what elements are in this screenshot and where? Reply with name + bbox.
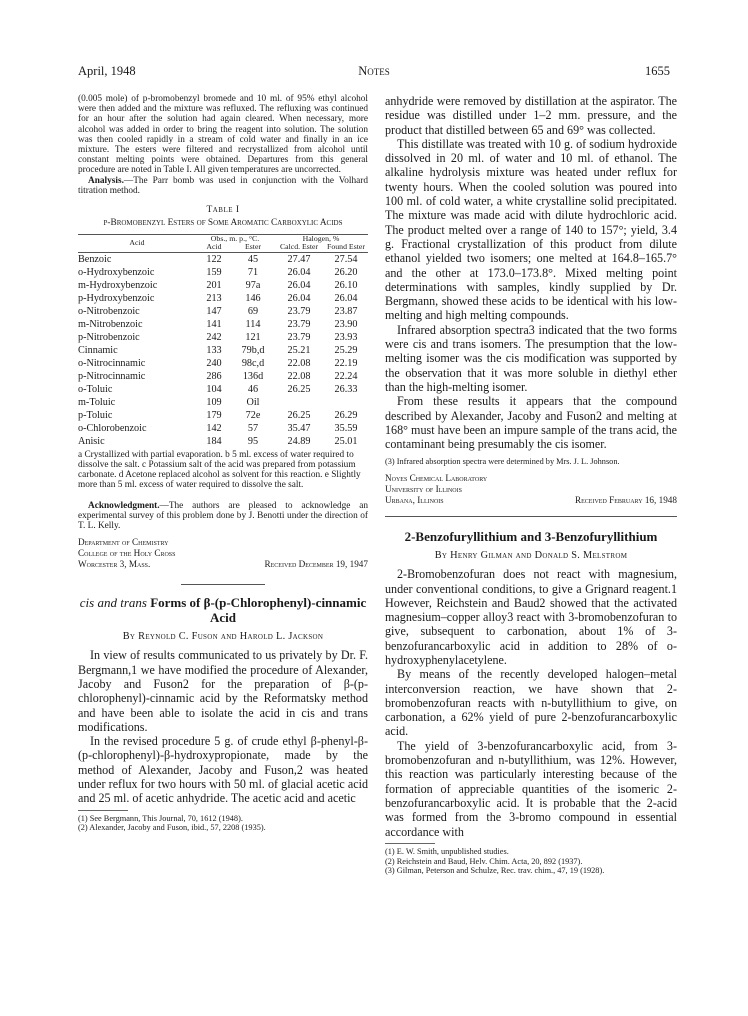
found-halogen-cell: 23.87 (334, 305, 358, 317)
left-column (78, 94, 368, 833)
experimental-text: (0.005 mole) of p-bromobenzyl bromede and 10 ml. of 95% ethyl alcohol were then added and the mixture was refluxed. The refluxing was continued for an hour after the solution had again cleared. When necessary, more alcohol was added in order to bring the reagent into solution. The solution was then cooled rapidly in a stream of cold water and finally in an ice mixture. The esters were filtered and recrystallized from alcohol until constant melting points were obtained. Departures from this general procedure are noted in Table I. All given temperatures are uncorrected. (78, 94, 368, 176)
ester-mp-cell: 95 (247, 435, 259, 447)
body-paragraph: By means of the recently developed halogen–metal interconversion reaction, we have shown that 2-bromobenzofuran reacts with n-butyllithium to give, on carbonation, a 62% yield of pure 2-benzofurancarboxylic acid. (385, 667, 677, 739)
article-byline: By Henry Gilman and Donald S. Melstrom (434, 550, 628, 562)
table-title: p-Bromobenzyl Esters of Some Aromatic Carboxylic Acids (103, 218, 343, 229)
calcd-halogen-cell: 26.25 (287, 383, 311, 395)
footnote: (3) Gilman, Peterson and Schulze, Rec. trav. chim., 47, 19 (1928). (385, 866, 605, 876)
table-row (78, 370, 368, 383)
acid-name-cell: m-Toluic (78, 396, 116, 408)
calcd-halogen-cell: 22.08 (287, 370, 311, 382)
subheader-ester: Ester (244, 242, 262, 252)
footnote: (1) E. W. Smith, unpublished studies. (385, 846, 509, 856)
body-paragraph: This distillate was treated with 10 g. of sodium hydroxide dissolved in 20 ml. of water and 10 ml. of ethanol. The alkaline hydrolysis mixture was heated under reflux for twenty hours. When the cooled solution was poured into 100 ml. of cold water, a white crystalline solid precipitated. The mixture was made acid with dilute hydrochloric acid. The product melted over a range of 140 to 157°; yield, 3.4 g. Fractional crystallization of this product from dilute ethanol yielded two isomers; one melted at 164.8–165.7° and the other at 173.0–173.8°. Mixed melting point determinations with samples, kindly supplied by Dr. Bergmann, showed these acids to be identical with his low-melting and high melting compounds. (385, 136, 677, 323)
ester-mp-cell: 46 (247, 383, 259, 395)
table-body (78, 252, 368, 448)
found-halogen-cell: 26.20 (334, 266, 358, 278)
acid-name-cell: Benzoic (78, 253, 112, 265)
calcd-halogen-cell: 24.89 (287, 435, 311, 447)
acid-name-cell: p-Nitrocinnamic (78, 370, 146, 382)
ester-mp-cell: 57 (247, 422, 259, 434)
footnote: (3) Infrared absorption spectra were determined by Mrs. J. L. Johnson. (385, 457, 620, 467)
table-row (78, 279, 368, 292)
ack-text: —The authors are pleased to acknowledge an experimental survey of this problem done by J. Benotti under the direction of T. L. Kelly. (78, 500, 368, 532)
found-halogen-cell: 23.93 (334, 331, 358, 343)
body-paragraph: anhydride were removed by distillation at the aspirator. The residue was distilled under 1–2 mm. pressure, and the product that distilled between 65 and 69° was collected. (385, 94, 677, 137)
table-row (78, 409, 368, 422)
column-header-halogen: Halogen, % (302, 233, 340, 243)
found-halogen-cell: 26.29 (334, 409, 358, 421)
calcd-halogen-cell: 26.04 (287, 292, 311, 304)
body-paragraph: 2-Bromobenzofuran does not react with magnesium, under conventional conditions, to give a Grignard reagent.1 However, Reichstein and Baud2 showed that the activated magnesium–copper alloy3 react with 3-bromobenzofuran to give, subsequent to carbonation, about 1% of 3-benzofurancarboxylic acid in addition to 28% of o-hydroxyphenylacetylene. (385, 567, 677, 667)
table-row (78, 292, 368, 305)
ester-mp-cell: 98c,d (241, 357, 265, 369)
table-row (78, 383, 368, 396)
body-paragraph: In the revised procedure 5 g. of crude ethyl β-phenyl-β-(p-chlorophenyl)-β-hydroxypropionate, made by the method of Alexander, Jacoby and Fuson,2 was heated under reflux for two hours with 50 ml. of glacial acetic acid and 25 ml. of acetic anhydride. The acetic acid and acetic (78, 734, 368, 806)
table-row (78, 344, 368, 357)
subheader-found: Found Ester (327, 242, 365, 252)
found-halogen-cell: 23.90 (334, 318, 358, 330)
acid-name-cell: Cinnamic (78, 344, 118, 356)
acid-mp-cell: 104 (206, 383, 222, 395)
ester-mp-cell: Oil (246, 396, 260, 408)
article-body-continued (385, 94, 677, 451)
acid-name-cell: m-Hydroxybenzoic (78, 279, 158, 291)
ester-mp-cell: 71 (247, 266, 259, 278)
article-title: cis and trans Forms of β-(p-Chlorophenyl)-cinnamic Acid (79, 595, 367, 626)
address-block-2 (385, 473, 677, 506)
header-date: April, 1948 (78, 64, 136, 78)
found-halogen-cell: 27.54 (334, 253, 358, 265)
address-line: University of Illinois (385, 484, 462, 495)
acknowledgment (78, 501, 368, 532)
found-halogen-cell: 22.24 (334, 370, 358, 382)
calcd-halogen-cell: 35.47 (287, 422, 311, 434)
right-column (385, 94, 677, 876)
received-date: Received February 16, 1948 (575, 495, 677, 506)
subheader-acid: Acid (206, 242, 222, 252)
column-header-acid: Acid (129, 237, 145, 247)
found-halogen-cell: 22.19 (334, 357, 358, 369)
found-halogen-cell: 25.29 (334, 344, 358, 356)
acid-mp-cell: 213 (206, 292, 222, 304)
calcd-halogen-cell: 22.08 (287, 357, 311, 369)
analysis-head: Analysis. (88, 175, 124, 186)
acid-mp-cell: 242 (206, 331, 222, 343)
calcd-halogen-cell: 23.79 (287, 305, 311, 317)
received-date: Received December 19, 1947 (264, 559, 368, 570)
acid-name-cell: p-Toluic (78, 409, 113, 421)
header-section: Notes (358, 64, 390, 78)
article-byline: By Reynold C. Fuson and Harold L. Jackson (122, 631, 324, 643)
acid-mp-cell: 122 (206, 253, 222, 265)
acid-mp-cell: 286 (206, 370, 222, 382)
ester-mp-cell: 69 (247, 305, 259, 317)
acid-name-cell: p-Hydroxybenzoic (78, 292, 155, 304)
table-row (78, 318, 368, 331)
footnote-rule (78, 810, 128, 811)
ester-mp-cell: 146 (245, 292, 261, 304)
ack-head: Acknowledgment. (88, 500, 160, 511)
article-body (385, 567, 677, 839)
acid-name-cell: p-Nitrobenzoic (78, 331, 140, 343)
footnote-rule (385, 843, 435, 844)
ester-mp-cell: 114 (245, 318, 261, 330)
calcd-halogen-cell: 23.79 (287, 318, 311, 330)
acid-mp-cell: 142 (206, 422, 222, 434)
ester-mp-cell: 45 (247, 253, 259, 265)
body-paragraph: Infrared absorption spectra3 indicated that the two forms were cis and trans isomers. The presumption that the low-melting isomer was the cis modification was supported by the observation that it was more soluble in diethyl ether than the high-melting isomer. (385, 322, 677, 394)
acid-mp-cell: 133 (206, 344, 222, 356)
acid-mp-cell: 141 (206, 318, 222, 330)
found-halogen-cell: 25.01 (334, 435, 358, 447)
column-header-mp: Obs., m. p., °C. (210, 233, 260, 243)
address-line: Urbana, Illinois Received February 16, 1948 (385, 495, 677, 506)
header-page-number: 1655 (645, 64, 670, 78)
calcd-halogen-cell: 27.47 (287, 253, 311, 265)
table-row (78, 357, 368, 370)
acid-mp-cell: 184 (206, 435, 222, 447)
body-paragraph: In view of results communicated to us privately by Dr. F. Bergmann,1 we have modified the procedure of Alexander, Jacoby and Fuson2 for the preparation of β-(p-chlorophenyl)-cinnamic acid by the Reformatsky method and have been able to isolate the acid in cis and trans modifications. (78, 648, 368, 734)
found-halogen-cell: 26.04 (334, 292, 358, 304)
found-halogen-cell: 26.33 (334, 383, 358, 395)
acid-name-cell: o-Toluic (78, 383, 113, 395)
article-body (78, 648, 368, 805)
acid-name-cell: o-Hydroxybenzoic (78, 266, 155, 278)
table-footnotes: a Crystallized with partial evaporation. b 5 ml. excess of water required to dissolve the salt. c Potassium salt of the acid was prepared from potassium carbonate. d Acetone replaced alcohol as solvent for this reaction. e Slightly more than 5 ml. excess of water required to dissolve the salt. (78, 449, 361, 491)
analysis-text: —The Parr bomb was used in conjunction with the Volhard titration method. (78, 175, 368, 196)
address-line: College of the Holy Cross (78, 548, 176, 559)
body-paragraph: The yield of 3-benzofurancarboxylic acid, from 3-bromobenzofuran and n-butyllithium, was 12%. However, this reaction was particularly interesting because of the formation of appreciable quantities of the isomeric 2-benzofurancarboxylic acid. It is probable that the 2-acid was formed from the 3-bromo compound in essential accordance with (385, 738, 677, 839)
calcd-halogen-cell: 23.79 (287, 331, 311, 343)
analysis-paragraph (78, 176, 368, 196)
footnote: (1) See Bergmann, This Journal, 70, 1612 (1948). (78, 813, 243, 823)
acid-name-cell: m-Nitrobenzoic (78, 318, 143, 330)
table-row (78, 305, 368, 318)
address-line: Worcester 3, Mass. Received December 19, 1947 (78, 559, 368, 570)
article-title: 2-Benzofuryllithium and 3-Benzofuryllithium (404, 529, 658, 545)
table-row (78, 422, 368, 435)
table-caption: Table I (206, 205, 240, 216)
acid-mp-cell: 159 (206, 266, 222, 278)
acid-mp-cell: 147 (206, 305, 222, 317)
calcd-halogen-cell: 25.21 (287, 344, 311, 356)
table-row (78, 396, 368, 409)
body-paragraph: From these results it appears that the compound described by Alexander, Jacoby and Fuson2 and melting at 168° must have been an impure sample of the trans acid, the contaminant being presumably the cis isomer. (385, 394, 677, 452)
acid-name-cell: o-Nitrocinnamic (78, 357, 146, 369)
acid-name-cell: Anisic (78, 435, 105, 447)
address-line: Noyes Chemical Laboratory (385, 473, 488, 484)
address-line: Department of Chemistry (78, 537, 169, 548)
ester-mp-cell: 79b,d (241, 344, 265, 356)
acid-mp-cell: 109 (206, 396, 222, 408)
separator-rule (385, 516, 677, 517)
footnote: (2) Reichstein and Baud, Helv. Chim. Acta, 20, 892 (1937). (385, 856, 583, 866)
table-row (78, 266, 368, 279)
table-row (78, 252, 368, 266)
table-row (78, 331, 368, 344)
calcd-halogen-cell: 26.04 (287, 279, 311, 291)
table-row (78, 435, 368, 448)
acid-name-cell: o-Nitrobenzoic (78, 305, 140, 317)
acid-mp-cell: 201 (206, 279, 222, 291)
found-halogen-cell (324, 396, 368, 409)
found-halogen-cell: 35.59 (334, 422, 358, 434)
acid-name-cell: o-Chlorobenzoic (78, 422, 147, 434)
ester-mp-cell: 97a (245, 279, 261, 291)
acid-mp-cell: 240 (206, 357, 222, 369)
ester-mp-cell: 72e (245, 409, 261, 421)
acid-mp-cell: 179 (206, 409, 222, 421)
address-block-1 (78, 537, 368, 570)
found-halogen-cell: 26.10 (334, 279, 358, 291)
calcd-halogen-cell (274, 396, 324, 409)
running-header (78, 64, 670, 80)
esters-table (78, 234, 368, 448)
separator-rule (181, 584, 265, 585)
calcd-halogen-cell: 26.04 (287, 266, 311, 278)
calcd-halogen-cell: 26.25 (287, 409, 311, 421)
ester-mp-cell: 121 (245, 331, 261, 343)
subheader-calcd: Calcd. Ester (279, 242, 319, 252)
footnote: (2) Alexander, Jacoby and Fuson, ibid., 57, 2208 (1935). (78, 823, 266, 833)
ester-mp-cell: 136d (242, 370, 264, 382)
